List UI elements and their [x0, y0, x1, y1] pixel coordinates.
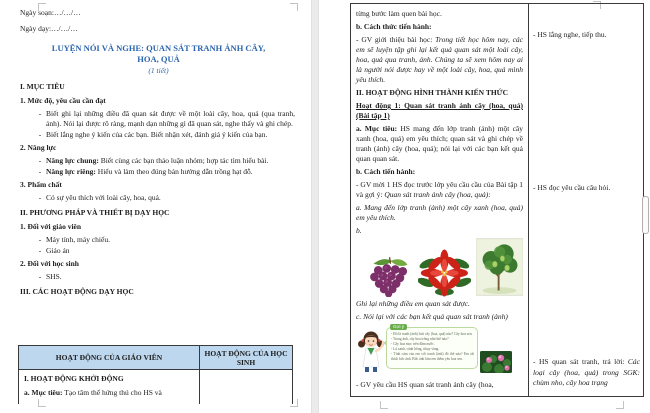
page-separator — [311, 0, 319, 413]
activities-table — [18, 345, 293, 404]
girl-character-image — [358, 329, 384, 373]
list-item: - Có sự yêu thích với loài cây, hoa, quả. — [20, 193, 297, 203]
paragraph: a. Mục tiêu: HS mang đến lớp tranh (ảnh) một cây xanh (hoa, quả) em yêu thích; quan sát và ghi chép về tranh (ảnh) cây (hoa, quả); nói lại với các bạn kết quả quan quan sát. — [356, 124, 523, 163]
heading-hoc-sinh: 2. Đối với học sinh — [20, 259, 79, 268]
list-item-text: Máy tính, máy chiếu. — [46, 235, 110, 244]
paragraph: - GV yêu cầu HS quan sát tranh ảnh cây (hoa, — [356, 380, 494, 389]
page-1[interactable] — [0, 0, 311, 413]
list-item-text: Năng lực chung: Biết cùng các bạn thảo luận nhóm; hợp tác tìm hiểu bài. — [46, 156, 269, 165]
crop-mark — [380, 401, 388, 409]
list-item-text: Biết lắng nghe ý kiến của các bạn. Biết nhận xét, đánh giá ý kiến của bạn. — [46, 130, 268, 139]
hint-tag: Gợi ý — [390, 324, 407, 330]
activity-title: I. HOẠT ĐỘNG KHỞI ĐỘNG — [24, 374, 124, 383]
table-header-hs: HOẠT ĐỘNG CỦA HỌC SINH — [200, 346, 292, 370]
list-item: - Giáo án — [20, 246, 297, 256]
heading-pham-chat: 3. Phẩm chất — [20, 180, 62, 189]
date-line-soan: Ngày soạn:…/…/… — [20, 8, 81, 17]
hs-response: - HS quan sát tranh, trả lời: Các loại cây (hoa, quả) trong SGK: chùm nho, cây hoa trạng — [533, 357, 640, 387]
crop-mark — [616, 401, 624, 409]
speech-bubble — [386, 324, 478, 369]
date-line-day: Ngày dạy:…/…/… — [20, 24, 78, 33]
page-2[interactable] — [319, 0, 650, 413]
list-item: - Năng lực riêng: Hiểu và làm theo đúng bản hướng dẫn trồng hạt đỗ. — [20, 167, 297, 177]
heading-nang-luc: 2. Năng lực — [20, 143, 57, 152]
step-heading: b. Cách thức tiến hành: — [356, 22, 432, 31]
poinsettia-image — [418, 249, 471, 297]
table-cell-hs — [529, 4, 643, 396]
list-item: - Máy tính, máy chiếu. — [20, 235, 297, 245]
hint-illustration — [356, 325, 523, 373]
hint-text: - Đó là tranh (ảnh) loài cây (hoa, quả) nào? Cây hoa sen. - Trong ảnh, cây hoa trông như thế nào? - Cây hoa mọc trên đầm nước. - Lá xanh, cánh hồng, nhụy vàng. - Tình cảm của em với tranh (ảnh) đó thế nào? Em rất thích bức ảnh. Bức ảnh làm em thêm yêu hoa sen. — [391, 332, 474, 361]
speech-bubble-tail — [383, 340, 387, 346]
exercise-images — [366, 237, 523, 297]
paragraph: - GV giới thiệu bài học: Trong tiết học hôm nay, các em sẽ luyện tập ghi lại kết quả quan sát một loài cây, hoa, quả qua tranh, ảnh. Chúng ta sẽ xem hôm nay ai là người nói được hay về một loài cây, hoa, quả mình yêu thích. — [356, 35, 524, 84]
heading-muc-tieu: I. MỤC TIÊU — [20, 82, 65, 91]
list-item-text: Giáo án — [46, 246, 70, 255]
scrollbar-thumb[interactable] — [642, 196, 649, 234]
section-heading: II. HOẠT ĐỘNG HÌNH THÀNH KIẾN THỨC — [356, 88, 509, 97]
step-heading: b. Cách tiến hành: — [356, 167, 416, 176]
exercise-note: Ghi lại những điều em quan sát được. — [356, 299, 470, 308]
table-cell-gv — [19, 370, 200, 404]
exercise-item-c: c. Nói lại với các bạn kết quả quan sát tranh (ảnh) — [356, 312, 508, 321]
hs-response: - HS lắng nghe, tiếp thu. — [533, 30, 607, 39]
activity-goal: a. Mục tiêu: Tạo tâm thế hứng thú cho HS và — [24, 388, 162, 397]
exercise-item-b: b. — [356, 226, 362, 235]
paragraph: từng bước làm quen bài học. — [356, 9, 442, 18]
list-item: - SHS. — [20, 272, 297, 282]
list-item-text: Năng lực riêng: Hiểu và làm theo đúng bản hướng dẫn trồng hạt đỗ. — [46, 167, 253, 176]
paragraph: - GV mời 1 HS đọc trước lớp yêu cầu cầu của Bài tập 1 và gợi ý: Quan sát tranh ảnh cây (hoa, quả): — [356, 180, 523, 199]
grapes-image — [366, 255, 413, 297]
fruit-tree-image — [476, 237, 523, 297]
hs-response: - HS đọc yêu cầu câu hỏi. — [533, 183, 611, 192]
heading-cac-hoat-dong: III. CÁC HOẠT ĐỘNG DẠY HỌC — [20, 287, 134, 296]
table-header-gv: HOẠT ĐỘNG CỦA GIÁO VIÊN — [19, 346, 200, 370]
activity-1-heading: Hoạt động 1: Quan sát tranh ảnh cây (hoa, quả) (Bài tập 1) — [356, 101, 523, 120]
list-item: - Năng lực chung: Biết cùng các bạn thảo luận nhóm; hợp tác tìm hiểu bài. — [20, 156, 297, 166]
exercise-item-a: a. Mang đến lớp tranh (ảnh) một cây xanh (hoa, quả) em yêu thích. — [356, 203, 523, 222]
lesson-duration: (1 tiết) — [148, 66, 169, 75]
list-item-text: Có sự yêu thích với loài cây, hoa, quả. — [46, 193, 161, 202]
activities-table-continued — [350, 3, 644, 397]
heading-phuong-phap: II. PHƯƠNG PHÁP VÀ THIẾT BỊ DẠY HỌC — [20, 208, 170, 217]
lotus-photo — [480, 351, 512, 373]
page-1-content — [20, 8, 297, 301]
lesson-title: LUYỆN NÓI VÀ NGHE: QUAN SÁT TRANH ẢNH CÂY, HOA, QUẢ — [51, 43, 266, 64]
list-item-text: Biết ghi lại những điều đã quan sát được về một loài cây, hoa, quả (qua tranh, ảnh). Nói lại được rõ ràng, mạnh dạn những gì đã quan sát, nghe thấy và ghi chép. — [46, 109, 295, 128]
list-item: - Biết lắng nghe ý kiến của các bạn. Biết nhận xét, đánh giá ý kiến của bạn. — [20, 130, 297, 140]
list-item: - Biết ghi lại những điều đã quan sát được về một loài cây, hoa, quả (qua tranh, ảnh). Nói lại được rõ ràng, mạnh dạn những gì đã quan sát, nghe thấy và ghi chép. — [38, 109, 295, 128]
heading-muc-do: 1. Mức độ, yêu cầu cần đạt — [20, 96, 106, 105]
table-cell-hs-empty — [200, 370, 292, 404]
list-item-text: SHS. — [46, 272, 62, 281]
table-cell-gv — [351, 4, 529, 396]
heading-giao-vien: 1. Đối với giáo viên — [20, 222, 82, 231]
